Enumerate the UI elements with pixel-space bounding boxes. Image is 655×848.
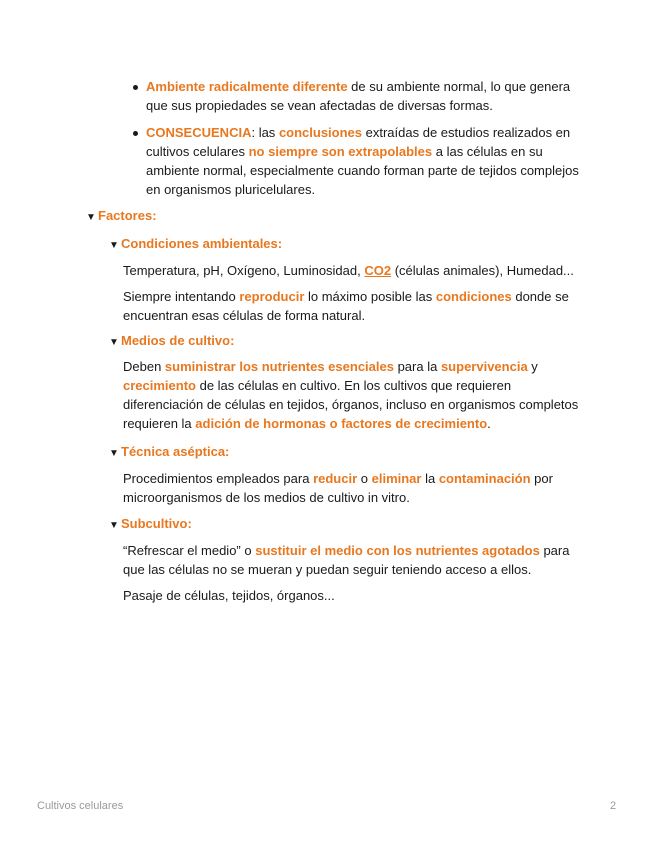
paragraph bbox=[123, 469, 588, 507]
toggle-title: Factores: bbox=[98, 208, 157, 223]
tecnica-body bbox=[123, 469, 588, 507]
toggle-title: Subcultivo: bbox=[121, 516, 192, 531]
body-text: para la bbox=[393, 359, 441, 374]
highlight-text: crecimiento bbox=[123, 378, 196, 393]
body-text: Temperatura, pH, Oxígeno, Luminosidad, bbox=[123, 263, 365, 278]
highlight-text: reproducir bbox=[239, 289, 305, 304]
highlight-text: no siempre son extrapolables bbox=[248, 144, 433, 159]
toggle-medios-de-cultivo[interactable] bbox=[109, 333, 234, 348]
highlight-text: suministrar los nutrientes esenciales bbox=[164, 359, 394, 374]
highlight-text: Ambiente radicalmente diferente bbox=[146, 79, 348, 94]
triangle-down-icon[interactable]: ▼ bbox=[109, 240, 119, 251]
highlight-text: supervivencia bbox=[440, 359, 528, 374]
toggle-title: Técnica aséptica: bbox=[121, 444, 230, 459]
body-text: Deben bbox=[123, 359, 165, 374]
highlight-text: condiciones bbox=[435, 289, 512, 304]
paragraph: Pasaje de células, tejidos, órganos... bbox=[123, 588, 335, 603]
highlight-text: contaminación bbox=[438, 471, 531, 486]
highlight-text: CO2 bbox=[364, 263, 392, 278]
body-text: Procedimientos empleados para bbox=[123, 471, 314, 486]
paragraph bbox=[123, 541, 588, 579]
list-item bbox=[146, 77, 586, 115]
body-text: extraídas de estudios realizados en cultivos celulares bbox=[146, 125, 571, 159]
toggle-subcultivo[interactable] bbox=[109, 516, 192, 531]
triangle-down-icon[interactable]: ▼ bbox=[86, 212, 96, 223]
condiciones-body bbox=[123, 261, 588, 325]
triangle-down-icon[interactable]: ▼ bbox=[109, 448, 119, 459]
body-text: o bbox=[357, 471, 372, 486]
footer-title: Cultivos celulares bbox=[37, 800, 124, 812]
body-text: por microorganismos de los medios de cultivo in vitro. bbox=[123, 471, 553, 505]
body-text: lo máximo posible las bbox=[304, 289, 436, 304]
toggle-tecnica-aseptica[interactable] bbox=[109, 444, 229, 459]
toggle-title: Condiciones ambientales: bbox=[121, 236, 283, 251]
paragraph bbox=[123, 287, 588, 325]
toggle-condiciones-ambientales[interactable] bbox=[109, 236, 282, 251]
triangle-down-icon[interactable]: ▼ bbox=[109, 337, 119, 348]
highlight-text: reducir bbox=[313, 471, 358, 486]
body-text: : las bbox=[251, 125, 279, 140]
body-text: donde se encuentran esas células de forma natural. bbox=[123, 289, 569, 323]
body-text: de las células en cultivo. En los cultivos que requieren diferenciación de células en tejidos, órganos, incluso en organismos completos requieren la bbox=[123, 378, 579, 431]
body-text: para que las células no se mueran y puedan seguir teniendo acceso a ellos. bbox=[123, 543, 570, 577]
body-text: y bbox=[527, 359, 538, 374]
subcultivo-body bbox=[123, 541, 588, 605]
paragraph bbox=[123, 261, 588, 280]
highlight-text: adición de hormonas o factores de crecimiento bbox=[195, 416, 488, 431]
highlight-text: sustituir el medio con los nutrientes agotados bbox=[255, 543, 540, 558]
bullet-list bbox=[146, 77, 586, 207]
body-text: la bbox=[421, 471, 439, 486]
medios-body bbox=[123, 357, 588, 433]
list-item bbox=[146, 123, 586, 199]
body-text: . bbox=[487, 416, 491, 431]
page-number: 2 bbox=[610, 800, 617, 812]
toggle-factores[interactable] bbox=[86, 208, 157, 223]
body-text: de su ambiente normal, lo que genera que sus propiedades se vean afectadas de diversas formas. bbox=[146, 79, 571, 113]
highlight-text: eliminar bbox=[371, 471, 422, 486]
body-text: “Refrescar el medio” o bbox=[123, 543, 256, 558]
body-text: (células animales), Humedad... bbox=[391, 263, 574, 278]
highlight-text: conclusiones bbox=[278, 125, 363, 140]
body-text: a las células en su ambiente normal, especialmente cuando forman parte de tejidos complejos en organismos pluricelulares. bbox=[146, 144, 579, 197]
triangle-down-icon[interactable]: ▼ bbox=[109, 520, 119, 531]
highlight-text: CONSECUENCIA bbox=[146, 125, 252, 140]
body-text: Siempre intentando bbox=[123, 289, 240, 304]
paragraph bbox=[123, 357, 588, 433]
toggle-title: Medios de cultivo: bbox=[121, 333, 235, 348]
